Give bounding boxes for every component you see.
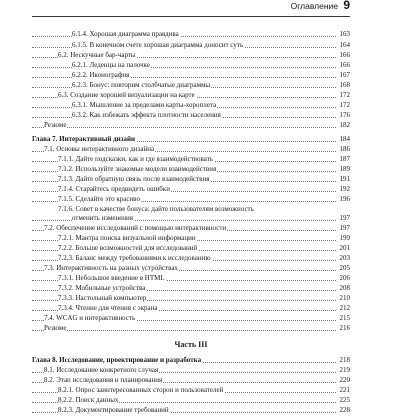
toc-entry-title: Резюме [44, 324, 67, 332]
toc-entry [32, 253, 350, 263]
toc-entry-title: 7.2.3. Баланс между требованиями к исследованию [58, 254, 211, 262]
toc-entry [32, 223, 350, 233]
toc-entry-page: 215 [339, 314, 350, 322]
toc-entry-page: 189 [339, 165, 350, 173]
toc-entry-title: 7.3. Интерактивность на разных устройствах [44, 264, 178, 272]
toc-entry-page: 210 [339, 294, 350, 302]
toc-entry-page: 218 [339, 356, 350, 364]
toc-entry-title: 8.1. Исследование конкретного случая [44, 366, 159, 374]
toc-entry-page: 196 [339, 195, 350, 203]
toc-entry [32, 110, 350, 120]
toc-entry [32, 144, 350, 154]
toc-entry [32, 90, 350, 100]
toc-entry-page: 182 [339, 121, 350, 129]
toc-entry [32, 405, 350, 415]
toc-entry-page: 208 [339, 284, 350, 292]
toc-entry [32, 60, 350, 70]
toc-entry [32, 303, 350, 313]
toc-entry-title: 7.3.3. Настольный компьютер [58, 294, 147, 302]
toc-entry [32, 273, 350, 283]
toc-entry-title: 7.3.4. Чтение для чтения с экрана [58, 304, 158, 312]
toc-chapter-entry [32, 134, 350, 144]
toc-entry-title: 6.1.4. Хорошая диаграмма правдива [72, 30, 179, 38]
running-header-title: Оглавление [290, 1, 338, 11]
page-number: 9 [343, 0, 350, 12]
toc-entry-page: 212 [339, 304, 350, 312]
toc-entry-title: 6.1.5. В конечном счете хорошая диаграмма доносит суть [72, 41, 244, 49]
toc-entry-title: 6.2.2. Иконография [72, 71, 130, 79]
toc-entry-title: 7.2. Обеспечение исследований с помощью интерактивности [44, 224, 227, 232]
toc-entry-page: 220 [339, 376, 350, 384]
toc-entry-title: 7.1.5. Сделайте это красиво [58, 195, 140, 203]
toc-entry-page: 201 [339, 244, 350, 252]
dot-leader [32, 330, 336, 331]
toc-entry [32, 164, 350, 174]
toc-entry-page: 205 [339, 264, 350, 272]
part-heading: Часть III [174, 340, 208, 349]
toc-entry [32, 100, 350, 110]
toc-entry-title: Резюме [44, 121, 67, 129]
toc-entry-title: Глава 7. Интерактивный дизайн [32, 135, 136, 143]
toc-entry [32, 184, 350, 194]
toc-entry [32, 70, 350, 80]
toc-entry [32, 313, 350, 323]
toc-entry-title: 6.3.1. Мышление за пределами карты-хороплета [72, 101, 217, 109]
toc-entry-page: 197 [339, 214, 350, 222]
toc-entry-page: 176 [339, 111, 350, 119]
toc-entry-title: 7.1. Основы интерактивного дизайна [44, 145, 155, 153]
toc-entry [32, 263, 350, 273]
toc-entry-page: 221 [339, 386, 350, 394]
toc-entry-title: 7.1.1. Дайте подсказки, как и где взаимодействовать [58, 155, 213, 163]
running-header [32, 0, 350, 17]
toc-entry [32, 365, 350, 375]
toc-entry-title: 6.3. Создание хорошей визуализации на карте [58, 91, 195, 99]
toc-entry-page: 166 [339, 51, 350, 59]
toc-entry [32, 395, 350, 405]
toc-entry-title: 7.1.2. Используйте знакомые модели взаимодействия [58, 165, 217, 173]
toc-entry [32, 50, 350, 60]
toc-entry [32, 174, 350, 184]
toc-entry [32, 194, 350, 204]
toc-entry [32, 120, 350, 130]
toc-entry-title: 7.2.2. Больше возможностей для исследований [58, 244, 198, 252]
toc-entry-page: 228 [339, 406, 350, 414]
toc-entry-page: 184 [339, 135, 350, 143]
toc-entry-title: 7.1.6. Совет в качестве бонуса: дайте пользователям возможность [58, 205, 254, 213]
toc-entry-page: 206 [339, 274, 350, 282]
toc-entry-page: 197 [339, 224, 350, 232]
toc-entry [32, 80, 350, 90]
toc-entry-page: 199 [339, 234, 350, 242]
toc-entry-title: 6.2.3. Бонус: повторим столбчатые диаграммы [72, 81, 211, 89]
toc-entry-page: 203 [339, 254, 350, 262]
toc-chapter-entry [32, 355, 350, 365]
toc-entry-page: 168 [339, 81, 350, 89]
toc-entry-title: 7.4. WCAG и интерактивность [44, 314, 136, 322]
toc-entry-title: 6.2. Нескучные бар-чарты [58, 51, 136, 59]
toc-entry [32, 375, 350, 385]
toc-entry-title: 6.3.2. Как избежать эффекта плотности населения [72, 111, 221, 119]
toc-entry-page: 172 [339, 91, 350, 99]
toc-entry-page: 172 [339, 101, 350, 109]
toc-entry [32, 385, 350, 395]
toc-entry [32, 323, 350, 333]
toc-entry-page: 219 [339, 366, 350, 374]
toc-entry-page: 167 [339, 71, 350, 79]
toc-entry-title: 6.2.1. Леденцы на палочке [72, 61, 151, 69]
toc-entry-title: 7.2.1. Мантра поиска визуальной информации [58, 234, 196, 242]
toc-entry-title: 7.3.2. Мобильные устройства [58, 284, 146, 292]
toc-entry [32, 233, 350, 243]
toc-entry-page: 186 [339, 145, 350, 153]
toc-entry-title: Глава 8. Исследование, проектирование и разработка [32, 356, 202, 364]
toc-entry-title: 7.1.3. Дайте обратную связь после взаимодействия [58, 175, 210, 183]
toc-entry-page: 216 [339, 324, 350, 332]
toc-entry [32, 29, 350, 39]
toc-entry-title: 8.2. Этап исследования и планирования [44, 376, 163, 384]
toc-entry-page: 192 [339, 185, 350, 193]
toc-entry-page: 191 [339, 175, 350, 183]
toc-entry-page: 187 [339, 155, 350, 163]
toc-entry-title: 8.2.2. Поиск данных [58, 396, 119, 404]
toc-entry-page: 163 [339, 30, 350, 38]
dot-leader [32, 127, 336, 128]
toc-entry [32, 40, 350, 50]
toc-entry-title: 7.3.1. Небольшое введение в HTML [58, 274, 165, 282]
toc-entry [32, 154, 350, 164]
toc-entry [32, 243, 350, 253]
toc-entry-title: 7.1.4. Старайтесь предвидеть ошибки [58, 185, 170, 193]
toc-entry-title: отменить изменения [72, 214, 134, 222]
toc-entry-title: 8.2.3. Документирование требований [58, 406, 169, 414]
toc-entry-page: 225 [339, 396, 350, 404]
toc-entry-page: 164 [339, 41, 350, 49]
toc-entry-title: 8.2.1. Опрос заинтересованных сторон и пользователей [58, 386, 224, 394]
toc-entry [32, 293, 350, 303]
toc-entry [32, 283, 350, 293]
toc-entry-page: 166 [339, 61, 350, 69]
toc-entry [32, 213, 350, 223]
